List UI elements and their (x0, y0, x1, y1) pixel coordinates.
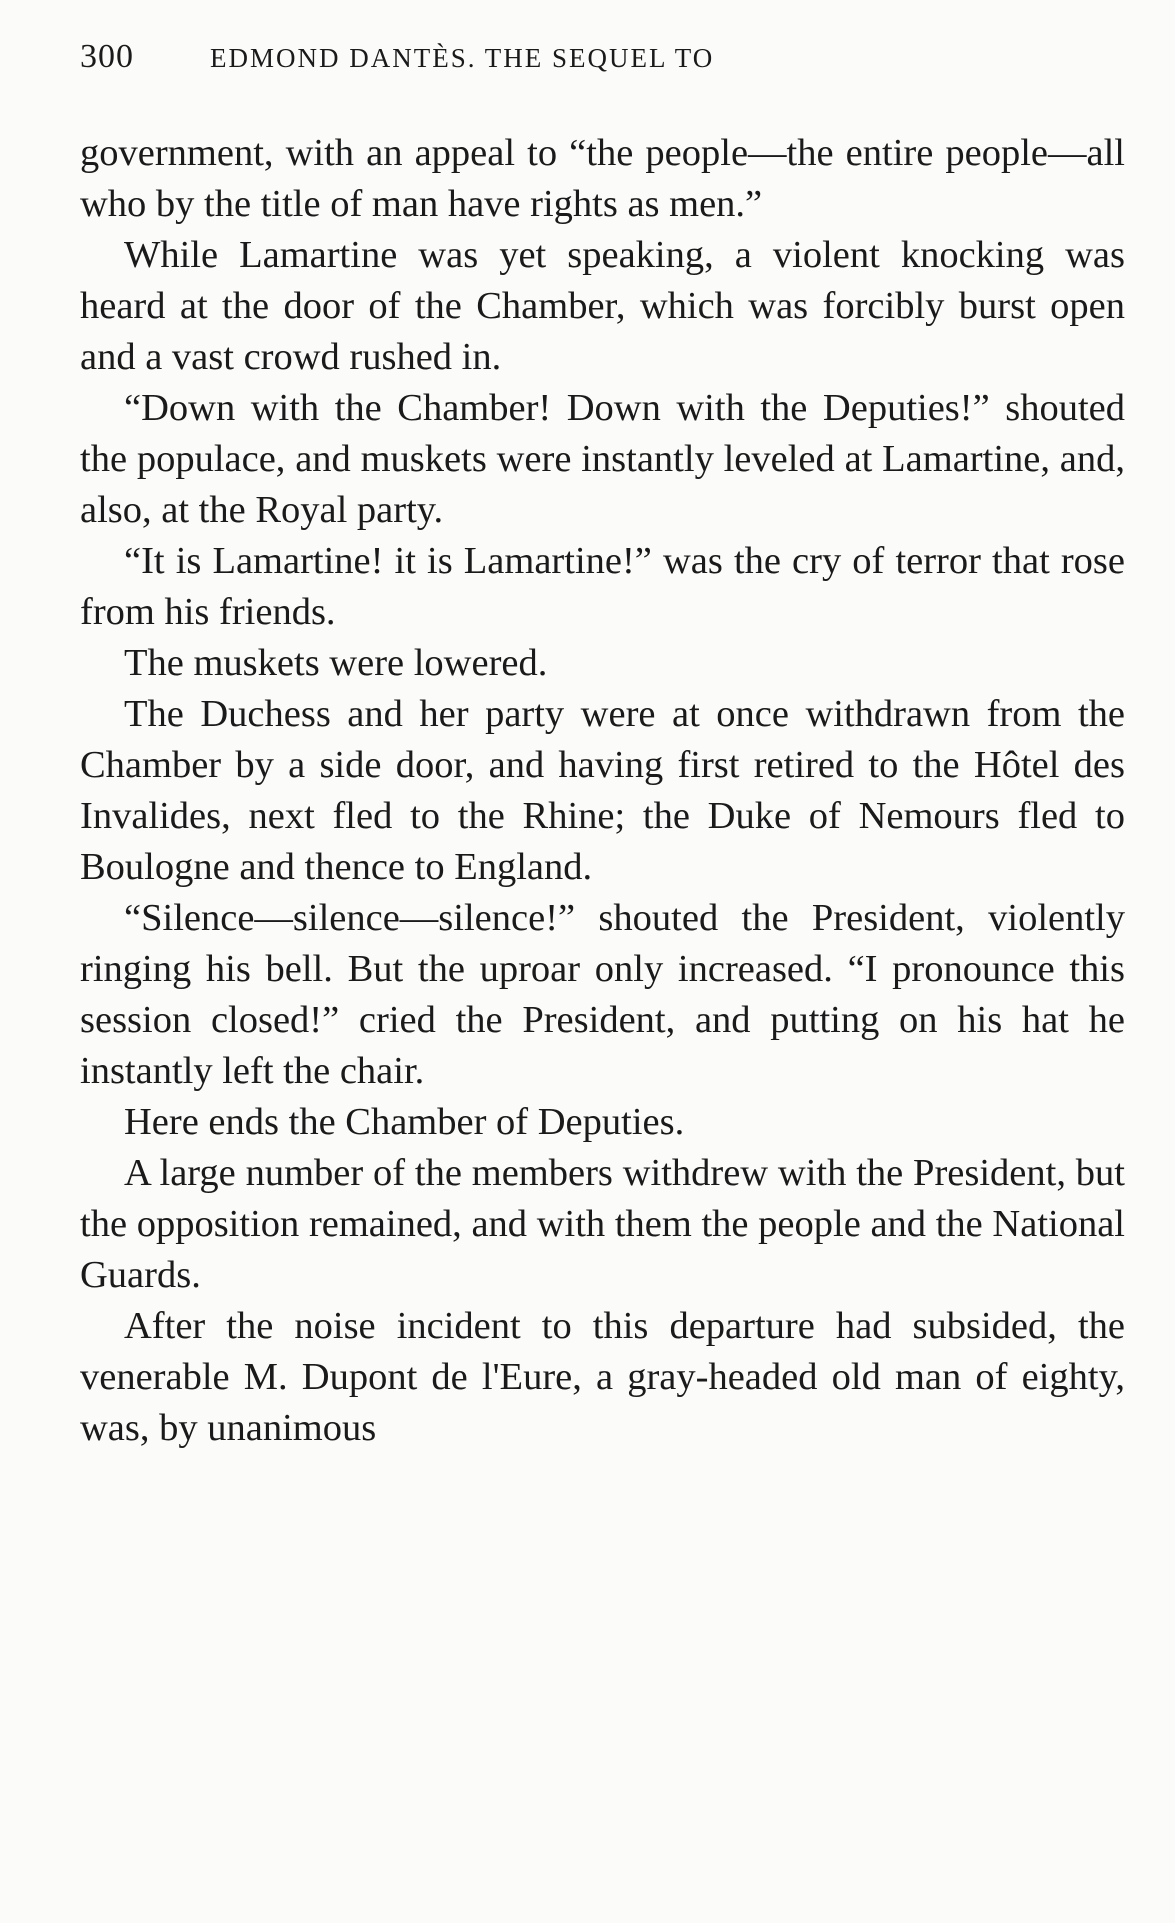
paragraph: government, with an appeal to “the people—the entire people—all who by the title of man have rights as men.” (80, 132, 1125, 225)
paragraph: While Lamartine was yet speaking, a violent knocking was heard at the door of the Chamber, which was forcibly burst open and a vast crowd rushed in. (80, 234, 1125, 378)
paragraph: A large number of the members withdrew with the President, but the opposition remained, and with them the people and the National Guards. (80, 1152, 1125, 1296)
paragraph: “Silence—silence—silence!” shouted the President, violently ringing his bell. But the uproar only increased. “I pronounce this session closed!” cried the President, and putting on his hat he instantly left the chair. (80, 897, 1125, 1092)
paragraph: “It is Lamartine! it is Lamartine!” was the cry of terror that rose from his friends. (80, 540, 1125, 633)
page-number: 300 (80, 38, 134, 75)
paragraph: Here ends the Chamber of Deputies. (124, 1101, 685, 1143)
paragraph: “Down with the Chamber! Down with the Deputies!” shouted the populace, and muskets were instantly leveled at Lamartine, and, also, at the Royal party. (80, 387, 1125, 531)
running-head: EDMOND DANTÈS. THE SEQUEL TO (210, 43, 715, 73)
page-header (80, 38, 1055, 78)
paragraph: The Duchess and her party were at once withdrawn from the Chamber by a side door, and having first retired to the Hôtel des Invalides, next fled to the Rhine; the Duke of Nemours fled to Boulogne and thence to England. (80, 693, 1125, 888)
paragraph: After the noise incident to this departure had subsided, the venerable M. Dupont de l'Eure, a gray-headed old man of eighty, was, by unanimous (80, 1305, 1125, 1449)
body-text (80, 128, 1125, 1454)
paragraph: The muskets were lowered. (124, 642, 548, 684)
